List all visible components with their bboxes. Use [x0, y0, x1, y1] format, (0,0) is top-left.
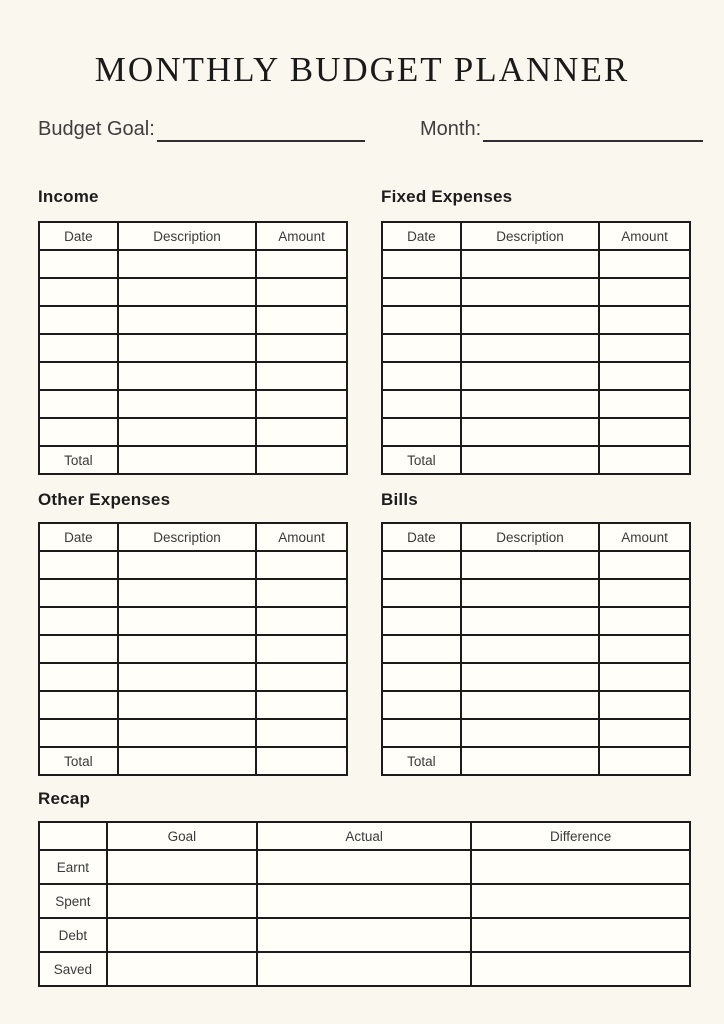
entry-cell	[39, 663, 118, 691]
entry-cell	[39, 418, 118, 446]
recap-row	[39, 918, 690, 952]
entry-cell	[599, 719, 690, 747]
fixed-expenses-table	[381, 221, 691, 475]
recap-column-header-actual: Actual	[257, 822, 471, 850]
ledger-header-row	[382, 222, 690, 250]
entry-row	[382, 250, 690, 278]
ledger-header-row	[39, 523, 347, 551]
entry-row	[382, 306, 690, 334]
entry-cell	[118, 278, 256, 306]
entry-cell	[461, 607, 599, 635]
total-amount-cell	[599, 747, 690, 775]
total-label-cell: Total	[39, 446, 118, 474]
month-field	[420, 116, 703, 142]
entry-row	[39, 306, 347, 334]
recap-row-label-spent: Spent	[39, 884, 107, 918]
income-table	[38, 221, 348, 475]
entry-cell	[599, 390, 690, 418]
entry-cell	[382, 250, 461, 278]
entry-cell	[256, 362, 347, 390]
entry-cell	[39, 390, 118, 418]
recap-row-label-debt: Debt	[39, 918, 107, 952]
entry-cell	[599, 306, 690, 334]
month-input-line	[483, 116, 703, 142]
total-amount-cell	[256, 747, 347, 775]
entry-cell	[461, 691, 599, 719]
total-label-cell: Total	[39, 747, 118, 775]
column-header-date: Date	[39, 523, 118, 551]
budget-goal-input-line	[157, 116, 365, 142]
recap-column-header-goal: Goal	[107, 822, 257, 850]
section-bills	[381, 489, 691, 776]
ledger-header-row	[39, 222, 347, 250]
entry-row	[39, 635, 347, 663]
entry-cell	[461, 635, 599, 663]
entry-cell	[256, 663, 347, 691]
entry-row	[39, 579, 347, 607]
entry-cell	[382, 390, 461, 418]
recap-row	[39, 884, 690, 918]
entry-row	[39, 278, 347, 306]
entry-cell	[118, 334, 256, 362]
entry-cell	[118, 418, 256, 446]
entry-cell	[599, 579, 690, 607]
entry-row	[382, 362, 690, 390]
bills-table	[381, 522, 691, 776]
recap-actual-cell	[257, 952, 471, 986]
total-label-cell: Total	[382, 446, 461, 474]
entry-row	[39, 691, 347, 719]
entry-cell	[39, 635, 118, 663]
entry-cell	[382, 663, 461, 691]
entry-cell	[461, 306, 599, 334]
section-title-income: Income	[38, 187, 99, 206]
entry-cell	[256, 691, 347, 719]
entry-cell	[599, 691, 690, 719]
entry-cell	[599, 607, 690, 635]
total-description-cell	[461, 747, 599, 775]
entry-cell	[256, 278, 347, 306]
entry-cell	[256, 390, 347, 418]
column-header-amount: Amount	[599, 523, 690, 551]
entry-cell	[382, 579, 461, 607]
entry-cell	[382, 334, 461, 362]
entry-row	[382, 691, 690, 719]
entry-cell	[461, 663, 599, 691]
entry-cell	[382, 691, 461, 719]
recap-actual-cell	[257, 884, 471, 918]
recap-difference-cell	[471, 918, 690, 952]
recap-goal-cell	[107, 918, 257, 952]
recap-row	[39, 952, 690, 986]
column-header-description: Description	[118, 523, 256, 551]
recap-header-row	[39, 822, 690, 850]
entry-cell	[382, 418, 461, 446]
entry-row	[39, 362, 347, 390]
recap-difference-cell	[471, 952, 690, 986]
column-header-amount: Amount	[256, 523, 347, 551]
entry-cell	[382, 635, 461, 663]
entry-cell	[118, 579, 256, 607]
section-recap	[38, 788, 691, 987]
column-header-amount: Amount	[599, 222, 690, 250]
ledger-header-row	[382, 523, 690, 551]
total-amount-cell	[599, 446, 690, 474]
entry-cell	[382, 306, 461, 334]
entry-cell	[256, 607, 347, 635]
total-row	[382, 747, 690, 775]
entry-cell	[599, 551, 690, 579]
section-title-other-expenses: Other Expenses	[38, 490, 171, 509]
entry-cell	[382, 607, 461, 635]
entry-cell	[118, 663, 256, 691]
budget-goal-label: Budget Goal:	[38, 118, 155, 140]
section-fixed-expenses	[381, 186, 691, 475]
entry-cell	[39, 362, 118, 390]
entry-cell	[599, 278, 690, 306]
section-income	[38, 186, 348, 475]
entry-row	[382, 635, 690, 663]
entry-row	[39, 390, 347, 418]
entry-cell	[382, 278, 461, 306]
recap-difference-cell	[471, 884, 690, 918]
column-header-amount: Amount	[256, 222, 347, 250]
entry-cell	[39, 334, 118, 362]
entry-row	[39, 334, 347, 362]
entry-cell	[256, 418, 347, 446]
entry-cell	[256, 719, 347, 747]
entry-cell	[39, 579, 118, 607]
entry-row	[382, 663, 690, 691]
budget-goal-field	[38, 116, 365, 142]
entry-cell	[599, 362, 690, 390]
total-description-cell	[118, 446, 256, 474]
entry-cell	[256, 579, 347, 607]
column-header-description: Description	[118, 222, 256, 250]
entry-row	[39, 607, 347, 635]
entry-cell	[256, 551, 347, 579]
entry-cell	[382, 551, 461, 579]
entry-cell	[382, 362, 461, 390]
entry-row	[39, 250, 347, 278]
section-title-recap: Recap	[38, 789, 91, 808]
recap-corner-cell	[39, 822, 107, 850]
total-description-cell	[461, 446, 599, 474]
entry-cell	[461, 250, 599, 278]
entry-row	[39, 719, 347, 747]
entry-cell	[461, 334, 599, 362]
column-header-description: Description	[461, 222, 599, 250]
entry-row	[382, 607, 690, 635]
entry-cell	[256, 635, 347, 663]
total-amount-cell	[256, 446, 347, 474]
recap-table	[38, 821, 691, 987]
entry-row	[39, 663, 347, 691]
entry-cell	[39, 278, 118, 306]
entry-cell	[118, 362, 256, 390]
page-title: MONTHLY BUDGET PLANNER	[94, 50, 630, 89]
entry-cell	[461, 390, 599, 418]
entry-cell	[599, 635, 690, 663]
total-description-cell	[118, 747, 256, 775]
recap-row	[39, 850, 690, 884]
total-label-cell: Total	[382, 747, 461, 775]
entry-cell	[461, 579, 599, 607]
entry-cell	[461, 362, 599, 390]
recap-difference-cell	[471, 850, 690, 884]
entry-cell	[118, 635, 256, 663]
recap-column-header-difference: Difference	[471, 822, 690, 850]
entry-cell	[118, 607, 256, 635]
recap-row-label-earnt: Earnt	[39, 850, 107, 884]
recap-actual-cell	[257, 850, 471, 884]
entry-cell	[461, 551, 599, 579]
total-row	[39, 446, 347, 474]
section-title-fixed-expenses: Fixed Expenses	[381, 187, 513, 206]
entry-cell	[39, 719, 118, 747]
section-other-expenses	[38, 489, 348, 776]
entry-cell	[382, 719, 461, 747]
entry-row	[39, 551, 347, 579]
entry-row	[39, 418, 347, 446]
entry-cell	[461, 418, 599, 446]
entry-cell	[599, 663, 690, 691]
total-row	[382, 446, 690, 474]
entry-row	[382, 579, 690, 607]
entry-row	[382, 390, 690, 418]
entry-row	[382, 551, 690, 579]
entry-cell	[39, 607, 118, 635]
entry-cell	[118, 551, 256, 579]
column-header-description: Description	[461, 523, 599, 551]
entry-cell	[256, 334, 347, 362]
entry-cell	[118, 719, 256, 747]
entry-cell	[599, 250, 690, 278]
entry-cell	[256, 250, 347, 278]
recap-row-label-saved: Saved	[39, 952, 107, 986]
entry-cell	[118, 250, 256, 278]
column-header-date: Date	[382, 523, 461, 551]
month-label: Month:	[420, 118, 482, 140]
entry-cell	[461, 278, 599, 306]
entry-cell	[118, 691, 256, 719]
entry-cell	[599, 334, 690, 362]
entry-cell	[256, 306, 347, 334]
section-title-bills: Bills	[381, 490, 418, 509]
entry-cell	[39, 250, 118, 278]
entry-cell	[39, 691, 118, 719]
recap-goal-cell	[107, 884, 257, 918]
column-header-date: Date	[382, 222, 461, 250]
recap-goal-cell	[107, 850, 257, 884]
entry-cell	[118, 390, 256, 418]
other-expenses-table	[38, 522, 348, 776]
entry-cell	[599, 418, 690, 446]
entry-cell	[461, 719, 599, 747]
column-header-date: Date	[39, 222, 118, 250]
entry-cell	[39, 306, 118, 334]
entry-row	[382, 719, 690, 747]
entry-cell	[118, 306, 256, 334]
recap-actual-cell	[257, 918, 471, 952]
entry-cell	[39, 551, 118, 579]
entry-row	[382, 418, 690, 446]
entry-row	[382, 278, 690, 306]
recap-goal-cell	[107, 952, 257, 986]
total-row	[39, 747, 347, 775]
entry-row	[382, 334, 690, 362]
